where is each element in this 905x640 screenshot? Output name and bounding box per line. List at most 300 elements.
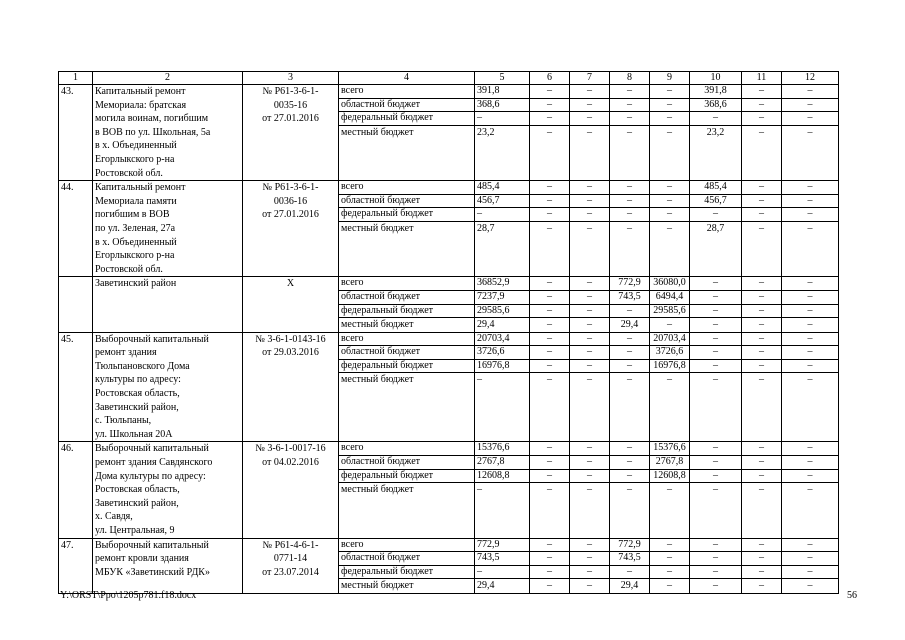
value-cell: – bbox=[570, 318, 610, 333]
value-cell: – bbox=[650, 579, 690, 594]
value-cell: – bbox=[570, 332, 610, 346]
value-cell: – bbox=[650, 552, 690, 566]
value-cell: – bbox=[690, 373, 742, 442]
value-cell: – bbox=[570, 442, 610, 456]
value-cell: – bbox=[610, 112, 650, 126]
object-name-line: Капитальный ремонт bbox=[95, 182, 186, 194]
document-ref-line: 0035-16 bbox=[273, 99, 308, 111]
value-cell: – bbox=[782, 277, 839, 291]
value-cell: – bbox=[475, 112, 530, 126]
value-cell: – bbox=[690, 290, 742, 304]
value-cell: – bbox=[690, 538, 742, 552]
value-cell: – bbox=[742, 304, 782, 318]
value-cell: – bbox=[690, 346, 742, 360]
value-cell: – bbox=[782, 125, 839, 180]
value-cell: – bbox=[570, 290, 610, 304]
value-cell: 29,4 bbox=[610, 318, 650, 333]
object-name-line: ремонт здания bbox=[95, 347, 157, 359]
value-cell: – bbox=[530, 579, 570, 594]
value-cell: – bbox=[742, 181, 782, 195]
value-cell: – bbox=[570, 469, 610, 483]
table-row bbox=[59, 442, 839, 456]
value-cell: 29,4 bbox=[475, 579, 530, 594]
object-name-line: Мемориала: братская bbox=[95, 99, 187, 111]
object-name-line: Ростовская область, bbox=[95, 388, 180, 400]
value-cell: – bbox=[530, 538, 570, 552]
value-cell: – bbox=[742, 565, 782, 579]
footer-file-path: Y:\ORST\Ppo\1205p781.f18.docx bbox=[60, 590, 197, 601]
budget-source: всего bbox=[339, 442, 475, 456]
value-cell: 3726,6 bbox=[475, 346, 530, 360]
value-cell: 36852,9 bbox=[475, 277, 530, 291]
value-cell: 2767,8 bbox=[650, 456, 690, 470]
object-name-line: Ростовская область, bbox=[95, 484, 180, 496]
budget-source: областной бюджет bbox=[339, 290, 475, 304]
value-cell: – bbox=[570, 538, 610, 552]
value-cell: – bbox=[530, 332, 570, 346]
value-cell: – bbox=[475, 373, 530, 442]
value-cell: – bbox=[650, 112, 690, 126]
value-cell: – bbox=[530, 290, 570, 304]
value-cell: – bbox=[650, 125, 690, 180]
value-cell: – bbox=[782, 565, 839, 579]
budget-source: федеральный бюджет bbox=[339, 469, 475, 483]
column-header: 7 bbox=[570, 72, 610, 85]
value-cell: – bbox=[530, 552, 570, 566]
value-cell: – bbox=[570, 208, 610, 222]
value-cell: 391,8 bbox=[690, 85, 742, 99]
value-cell: – bbox=[610, 304, 650, 318]
value-cell: – bbox=[530, 456, 570, 470]
value-cell: – bbox=[570, 181, 610, 195]
object-name-line: ул. Школьная 20А bbox=[95, 428, 173, 440]
object-name-line: Капитальный ремонт bbox=[95, 86, 186, 97]
row-number: 45. bbox=[59, 332, 93, 442]
document-ref bbox=[243, 538, 339, 593]
budget-source: областной бюджет bbox=[339, 552, 475, 566]
value-cell: – bbox=[690, 552, 742, 566]
value-cell: 743,5 bbox=[475, 552, 530, 566]
column-header: 8 bbox=[610, 72, 650, 85]
value-cell: – bbox=[650, 181, 690, 195]
object-name-line: Заветинский район, bbox=[95, 401, 179, 413]
value-cell: – bbox=[782, 85, 839, 99]
value-cell: – bbox=[650, 373, 690, 442]
budget-source: всего bbox=[339, 85, 475, 99]
value-cell: – bbox=[650, 194, 690, 208]
value-cell: – bbox=[742, 98, 782, 112]
document-ref bbox=[243, 277, 339, 332]
value-cell: – bbox=[742, 290, 782, 304]
budget-source: местный бюджет bbox=[339, 318, 475, 333]
value-cell: – bbox=[742, 359, 782, 373]
value-cell: – bbox=[742, 318, 782, 333]
value-cell: – bbox=[782, 373, 839, 442]
object-name-line: ул. Центральная, 9 bbox=[95, 525, 175, 536]
value-cell: – bbox=[782, 552, 839, 566]
value-cell: – bbox=[690, 277, 742, 291]
value-cell: – bbox=[570, 85, 610, 99]
value-cell: – bbox=[690, 304, 742, 318]
value-cell: 456,7 bbox=[475, 194, 530, 208]
object-name-line: могила воинам, погибшим bbox=[95, 113, 209, 125]
value-cell: – bbox=[690, 579, 742, 594]
value-cell: – bbox=[570, 565, 610, 579]
value-cell: – bbox=[782, 469, 839, 483]
value-cell: – bbox=[782, 98, 839, 112]
value-cell: 29,4 bbox=[610, 579, 650, 594]
value-cell: 29,4 bbox=[475, 318, 530, 333]
value-cell: – bbox=[570, 456, 610, 470]
value-cell: – bbox=[570, 277, 610, 291]
value-cell: – bbox=[610, 565, 650, 579]
document-ref-line: 0771-14 bbox=[273, 553, 308, 565]
document-ref-line: от 27.01.2016 bbox=[262, 209, 319, 221]
document-ref-line: № 3-6-1-0017-16 bbox=[255, 443, 326, 455]
object-name-line: х. Савдя, bbox=[95, 511, 133, 523]
row-number: 47. bbox=[59, 538, 93, 593]
value-cell: – bbox=[610, 98, 650, 112]
value-cell: 23,2 bbox=[475, 125, 530, 180]
value-cell: – bbox=[782, 181, 839, 195]
value-cell: – bbox=[475, 208, 530, 222]
value-cell: 743,5 bbox=[610, 290, 650, 304]
value-cell: 28,7 bbox=[475, 221, 530, 276]
value-cell: 368,6 bbox=[690, 98, 742, 112]
value-cell: 2767,8 bbox=[475, 456, 530, 470]
budget-source: областной бюджет bbox=[339, 194, 475, 208]
value-cell: – bbox=[475, 565, 530, 579]
value-cell: – bbox=[530, 112, 570, 126]
value-cell: – bbox=[530, 85, 570, 99]
value-cell: 3726,6 bbox=[650, 346, 690, 360]
object-name-line: Выборочный капитальный bbox=[95, 333, 209, 345]
value-cell: – bbox=[650, 208, 690, 222]
document-ref bbox=[243, 442, 339, 538]
value-cell: – bbox=[610, 194, 650, 208]
value-cell: – bbox=[782, 332, 839, 346]
value-cell: 28,7 bbox=[690, 221, 742, 276]
budget-source: всего bbox=[339, 538, 475, 552]
value-cell: – bbox=[650, 221, 690, 276]
value-cell: – bbox=[570, 221, 610, 276]
value-cell: – bbox=[742, 469, 782, 483]
document-ref-line: № 3-6-1-0143-16 bbox=[255, 333, 326, 345]
table-row bbox=[59, 181, 839, 195]
object-name-line: Выборочный капитальный bbox=[95, 539, 209, 551]
document-ref-line: № Р61-3-6-1- bbox=[262, 86, 319, 97]
document-ref-line: № Р61-4-6-1- bbox=[262, 539, 319, 551]
value-cell: – bbox=[530, 483, 570, 538]
value-cell: – bbox=[782, 538, 839, 552]
object-name-line: Егорлыкского р-на bbox=[95, 250, 175, 262]
value-cell: – bbox=[570, 359, 610, 373]
value-cell: – bbox=[782, 194, 839, 208]
value-cell: – bbox=[610, 208, 650, 222]
value-cell: – bbox=[530, 565, 570, 579]
value-cell: – bbox=[690, 332, 742, 346]
object-name bbox=[93, 277, 243, 332]
value-cell: – bbox=[782, 359, 839, 373]
object-name-line: Тюльпановского Дома bbox=[95, 360, 190, 372]
document-ref-line: 0036-16 bbox=[273, 195, 308, 207]
value-cell: 743,5 bbox=[610, 552, 650, 566]
value-cell: – bbox=[570, 194, 610, 208]
object-name-line: Заветинский район, bbox=[95, 497, 179, 509]
value-cell: 12608,8 bbox=[475, 469, 530, 483]
document-ref-line: № Р61-3-6-1- bbox=[262, 182, 319, 194]
budget-source: местный бюджет bbox=[339, 221, 475, 276]
value-cell: – bbox=[782, 208, 839, 222]
value-cell: – bbox=[742, 112, 782, 126]
value-cell: – bbox=[650, 98, 690, 112]
value-cell: – bbox=[742, 346, 782, 360]
object-name-line: ремонт кровли здания bbox=[95, 553, 189, 565]
value-cell: – bbox=[610, 442, 650, 456]
value-cell: – bbox=[742, 277, 782, 291]
value-cell: – bbox=[530, 221, 570, 276]
column-header: 12 bbox=[782, 72, 839, 85]
value-cell: 368,6 bbox=[475, 98, 530, 112]
value-cell: – bbox=[570, 112, 610, 126]
value-cell: 23,2 bbox=[690, 125, 742, 180]
value-cell: – bbox=[650, 483, 690, 538]
value-cell: 391,8 bbox=[475, 85, 530, 99]
value-cell: – bbox=[782, 290, 839, 304]
value-cell: – bbox=[742, 208, 782, 222]
value-cell: – bbox=[782, 442, 839, 456]
value-cell: – bbox=[742, 373, 782, 442]
budget-source: областной бюджет bbox=[339, 456, 475, 470]
document-ref-line: от 04.02.2016 bbox=[262, 457, 319, 469]
table-row bbox=[59, 538, 839, 552]
object-name-line: Заветинский район bbox=[95, 278, 177, 290]
value-cell: 36080,0 bbox=[650, 277, 690, 291]
value-cell: 29585,6 bbox=[475, 304, 530, 318]
value-cell: – bbox=[530, 208, 570, 222]
value-cell: – bbox=[610, 483, 650, 538]
budget-source: областной бюджет bbox=[339, 98, 475, 112]
value-cell: – bbox=[530, 469, 570, 483]
value-cell: – bbox=[742, 125, 782, 180]
budget-source: местный бюджет bbox=[339, 373, 475, 442]
value-cell: 485,4 bbox=[690, 181, 742, 195]
value-cell: – bbox=[650, 85, 690, 99]
value-cell: – bbox=[690, 112, 742, 126]
budget-table bbox=[58, 71, 839, 594]
object-name-line: Мемориала памяти bbox=[95, 195, 177, 207]
value-cell: – bbox=[690, 318, 742, 333]
object-name bbox=[93, 85, 243, 181]
value-cell: – bbox=[530, 181, 570, 195]
object-name-line: в ВОВ по ул. Школьная, 5а bbox=[95, 126, 211, 138]
value-cell: – bbox=[782, 221, 839, 276]
value-cell: – bbox=[782, 318, 839, 333]
value-cell: 772,9 bbox=[610, 277, 650, 291]
value-cell: – bbox=[530, 125, 570, 180]
value-cell: – bbox=[650, 318, 690, 333]
value-cell: 20703,4 bbox=[475, 332, 530, 346]
budget-source: федеральный бюджет bbox=[339, 208, 475, 222]
value-cell: – bbox=[570, 373, 610, 442]
value-cell: – bbox=[742, 579, 782, 594]
column-header: 10 bbox=[690, 72, 742, 85]
value-cell: – bbox=[610, 125, 650, 180]
column-header: 1 bbox=[59, 72, 93, 85]
value-cell: – bbox=[530, 98, 570, 112]
document-ref bbox=[243, 85, 339, 181]
row-number bbox=[59, 277, 93, 332]
value-cell: – bbox=[782, 304, 839, 318]
value-cell: 456,7 bbox=[690, 194, 742, 208]
table-row bbox=[59, 277, 839, 291]
object-name-line: ремонт здания Савдянского bbox=[95, 457, 213, 469]
value-cell: – bbox=[610, 359, 650, 373]
value-cell: 29585,6 bbox=[650, 304, 690, 318]
value-cell: 20703,4 bbox=[650, 332, 690, 346]
value-cell: – bbox=[570, 125, 610, 180]
value-cell: – bbox=[742, 456, 782, 470]
value-cell: – bbox=[782, 346, 839, 360]
document-ref-line: от 23.07.2014 bbox=[262, 566, 319, 578]
object-name-line: МБУК «Заветинский РДК» bbox=[95, 566, 210, 578]
value-cell: – bbox=[475, 483, 530, 538]
value-cell: – bbox=[570, 552, 610, 566]
object-name-line: по ул. Зеленая, 27а bbox=[95, 222, 176, 234]
object-name-line: Ростовской обл. bbox=[95, 167, 163, 179]
budget-source: местный бюджет bbox=[339, 483, 475, 538]
budget-source: всего bbox=[339, 181, 475, 195]
value-cell: 16976,8 bbox=[475, 359, 530, 373]
object-name-line: Дома культуры по адресу: bbox=[95, 470, 206, 482]
object-name-line: Ростовской обл. bbox=[95, 263, 163, 275]
value-cell: 12608,8 bbox=[650, 469, 690, 483]
table-row bbox=[59, 332, 839, 346]
object-name-line: в х. Объединенный bbox=[95, 236, 177, 248]
value-cell: – bbox=[530, 359, 570, 373]
value-cell: – bbox=[530, 318, 570, 333]
value-cell: – bbox=[742, 552, 782, 566]
document-ref bbox=[243, 181, 339, 277]
value-cell: 772,9 bbox=[475, 538, 530, 552]
column-header: 3 bbox=[243, 72, 339, 85]
value-cell: – bbox=[530, 442, 570, 456]
budget-source: федеральный бюджет bbox=[339, 359, 475, 373]
value-cell: – bbox=[742, 538, 782, 552]
budget-source: областной бюджет bbox=[339, 346, 475, 360]
object-name bbox=[93, 442, 243, 538]
value-cell: – bbox=[610, 181, 650, 195]
budget-source: всего bbox=[339, 277, 475, 291]
value-cell: – bbox=[570, 304, 610, 318]
column-header: 2 bbox=[93, 72, 243, 85]
value-cell: – bbox=[782, 112, 839, 126]
value-cell: – bbox=[782, 456, 839, 470]
row-number: 44. bbox=[59, 181, 93, 277]
value-cell: – bbox=[610, 221, 650, 276]
value-cell: – bbox=[570, 346, 610, 360]
value-cell: – bbox=[742, 85, 782, 99]
value-cell: – bbox=[530, 304, 570, 318]
value-cell: 16976,8 bbox=[650, 359, 690, 373]
object-name bbox=[93, 538, 243, 593]
object-name bbox=[93, 181, 243, 277]
value-cell: 772,9 bbox=[610, 538, 650, 552]
value-cell: – bbox=[530, 373, 570, 442]
column-header: 4 bbox=[339, 72, 475, 85]
value-cell: – bbox=[742, 221, 782, 276]
document-ref-line: Х bbox=[286, 278, 295, 290]
value-cell: – bbox=[570, 579, 610, 594]
value-cell: – bbox=[742, 442, 782, 456]
object-name-line: культуры по адресу: bbox=[95, 374, 181, 386]
object-name-line: Выборочный капитальный bbox=[95, 443, 209, 455]
value-cell: 6494,4 bbox=[650, 290, 690, 304]
page-number: 56 bbox=[847, 590, 857, 601]
value-cell: – bbox=[690, 565, 742, 579]
table-row bbox=[59, 85, 839, 99]
object-name-line: в х. Объединенный bbox=[95, 140, 177, 152]
value-cell: – bbox=[570, 98, 610, 112]
value-cell: – bbox=[530, 277, 570, 291]
row-number: 43. bbox=[59, 85, 93, 181]
value-cell: – bbox=[782, 579, 839, 594]
value-cell: – bbox=[610, 332, 650, 346]
value-cell: – bbox=[610, 373, 650, 442]
value-cell: – bbox=[530, 346, 570, 360]
value-cell: – bbox=[782, 483, 839, 538]
value-cell: – bbox=[610, 469, 650, 483]
object-name-line: Егорлыкского р-на bbox=[95, 153, 175, 165]
column-header: 6 bbox=[530, 72, 570, 85]
value-cell: – bbox=[610, 456, 650, 470]
document-ref-line: от 27.01.2016 bbox=[262, 113, 319, 125]
document-ref bbox=[243, 332, 339, 442]
value-cell: – bbox=[650, 565, 690, 579]
object-name-line: погибшим в ВОВ bbox=[95, 209, 170, 221]
object-name bbox=[93, 332, 243, 442]
value-cell: – bbox=[530, 194, 570, 208]
value-cell: – bbox=[610, 85, 650, 99]
budget-source: местный бюджет bbox=[339, 125, 475, 180]
budget-source: федеральный бюджет bbox=[339, 565, 475, 579]
document-ref-line: от 29.03.2016 bbox=[262, 347, 319, 359]
value-cell: – bbox=[690, 359, 742, 373]
row-number: 46. bbox=[59, 442, 93, 538]
value-cell: 485,4 bbox=[475, 181, 530, 195]
value-cell: – bbox=[742, 332, 782, 346]
column-header: 5 bbox=[475, 72, 530, 85]
budget-source: всего bbox=[339, 332, 475, 346]
value-cell: – bbox=[690, 442, 742, 456]
value-cell: – bbox=[690, 483, 742, 538]
value-cell: 7237,9 bbox=[475, 290, 530, 304]
value-cell: – bbox=[610, 346, 650, 360]
budget-source: федеральный бюджет bbox=[339, 304, 475, 318]
value-cell: – bbox=[690, 456, 742, 470]
value-cell: – bbox=[650, 538, 690, 552]
value-cell: 15376,6 bbox=[650, 442, 690, 456]
value-cell: – bbox=[742, 194, 782, 208]
value-cell: 15376,6 bbox=[475, 442, 530, 456]
value-cell: – bbox=[570, 483, 610, 538]
value-cell: – bbox=[690, 469, 742, 483]
budget-source: местный бюджет bbox=[339, 579, 475, 594]
budget-source: федеральный бюджет bbox=[339, 112, 475, 126]
column-header: 11 bbox=[742, 72, 782, 85]
header-row bbox=[59, 72, 839, 85]
value-cell: – bbox=[690, 208, 742, 222]
